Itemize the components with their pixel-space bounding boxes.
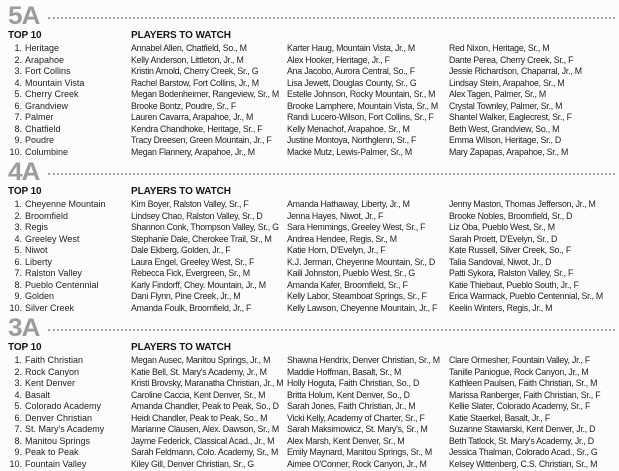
team-name: Faith Christian xyxy=(25,355,84,365)
player-item: Maddie Hoffman, Basalt, Sr., M xyxy=(287,366,402,377)
top10-list xyxy=(8,199,131,314)
player-item: Patti Sykora, Ralston Valley, Sr., F xyxy=(449,268,574,278)
player-item: Megan Flannery, Arapahoe, Jr., M xyxy=(131,146,255,157)
section-label: 3A xyxy=(8,314,40,342)
player-item: Kate Russell, Silver Creek, So., F xyxy=(449,245,572,255)
team-name: Columbine xyxy=(25,146,69,157)
player-item: Megan Bodenheimer, Rangeview, Sr., M xyxy=(131,89,279,99)
rank-number: 8. xyxy=(14,123,22,134)
player-item: Kiley Gill, Denver Christian, Sr., G xyxy=(131,458,254,469)
player-item: Sarah Maksimowicz, St. Mary's, Sr., M xyxy=(287,424,428,434)
players-column-1 xyxy=(131,30,287,158)
player-item: Vicki Kelly, Academy of Charter, Sr., F xyxy=(287,412,425,423)
rank-number: 7. xyxy=(14,424,22,434)
team-name: Mountain Vista xyxy=(25,77,85,88)
team-name: Golden xyxy=(25,291,55,301)
player-item: Shantel Walker, Eaglecrest, Sr., F xyxy=(449,112,572,122)
team-name: Liberty xyxy=(25,256,53,267)
dotted-divider xyxy=(48,173,615,175)
player-item: Macke Mutz, Lewis-Palmer, Sr., M xyxy=(287,146,412,157)
rank-number: 1. xyxy=(14,355,22,365)
player-item: Katie Bell, St. Mary's Academy, Jr., M xyxy=(131,366,267,377)
player-item: Kendra Chandhoke, Heritage, Sr., F xyxy=(131,123,263,134)
player-item: Clare Ormesher, Fountain Valley, Jr., F xyxy=(449,355,590,365)
top10-item xyxy=(8,78,131,90)
player-item: Jenny Maston, Thomas Jefferson, Jr., M xyxy=(449,199,596,209)
top10-item xyxy=(8,245,131,257)
team-name: Greeley West xyxy=(25,233,80,244)
team-name: Rock Canyon xyxy=(25,366,80,377)
team-name: Cherry Creek xyxy=(25,89,79,99)
top10-item xyxy=(8,436,131,448)
player-item: Karly Findorff, Chey. Mountain, Jr., M xyxy=(131,279,266,290)
top10-item xyxy=(8,459,131,471)
section-columns xyxy=(8,186,617,314)
team-name: Colorado Academy xyxy=(25,401,102,411)
player-item: Kelsey Wittenberg, C.S. Christian, Sr., M xyxy=(449,458,598,469)
team-name: Broomfield xyxy=(25,210,69,221)
rank-number: 4. xyxy=(14,389,22,400)
team-name: Cheyenne Mountain xyxy=(25,199,106,209)
section-label: 4A xyxy=(8,158,40,186)
rank-number: 9. xyxy=(14,447,22,457)
team-name: Palmer xyxy=(25,112,54,122)
player-item: Jenna Hayes, Niwot, Jr., F xyxy=(287,210,384,221)
dotted-divider xyxy=(48,17,615,19)
team-name: Manitou Springs xyxy=(25,435,91,446)
player-item: Karter Haug, Mountain Vista, Jr., M xyxy=(287,43,415,53)
player-item: Lauren Cavarra, Arapahoe, Jr., M xyxy=(131,112,254,122)
player-list xyxy=(287,43,449,158)
players-column-1 xyxy=(131,186,287,314)
player-item: Jayme Federick, Classical Acad., Jr., M xyxy=(131,435,275,446)
player-item: Brooke Nobles, Broomfield, Sr., D xyxy=(449,210,573,221)
top10-column xyxy=(8,186,131,314)
player-list xyxy=(131,43,287,158)
player-item: Emily Maynard, Manitou Springs, Sr., M xyxy=(287,447,432,457)
player-list xyxy=(449,43,617,158)
player-item: Dale Ekberg, Golden, Jr., F xyxy=(131,245,231,255)
team-name: Heritage xyxy=(25,43,60,53)
player-item: Ana Jacobo, Aurora Central, So., F xyxy=(287,66,415,76)
top10-item xyxy=(8,147,131,159)
player-item: Kristin Arnold, Cherry Creek, Sr., G xyxy=(131,66,259,76)
player-item: Caroline Caccia, Kent Denver, Sr., M xyxy=(131,389,266,400)
top10-item xyxy=(8,378,131,390)
rank-number: 3. xyxy=(14,378,22,388)
player-item: Holly Hoguta, Faith Christian, So., D xyxy=(287,378,420,388)
player-item: Katie Horn, D'Evelyn, Jr., F xyxy=(287,245,386,255)
rank-number: 3. xyxy=(14,222,22,232)
player-item: K.J. Jerman, Cheyenne Mountain, Sr., D xyxy=(287,256,435,267)
player-item: Dani Flynn, Pine Creek, Jr., M xyxy=(131,291,241,301)
top10-item xyxy=(8,447,131,459)
player-item: Alex Marsh, Kent Denver, Sr., M xyxy=(287,435,405,446)
top10-item xyxy=(8,199,131,211)
rank-number: 10. xyxy=(9,458,22,469)
rank-number: 4. xyxy=(14,77,22,88)
player-item: Liz Oba, Pueblo West, Sr., M xyxy=(449,222,555,232)
player-item: Rebecca Fick, Evergreen, Sr., M xyxy=(131,268,250,278)
top10-item xyxy=(8,101,131,113)
player-item: Alex Tagen, Palmer, Sr., M xyxy=(449,89,546,99)
team-name: Peak to Peak xyxy=(25,447,79,457)
rank-number: 10. xyxy=(9,146,22,157)
top10-item xyxy=(8,401,131,413)
top10-item xyxy=(8,234,131,246)
players-column-3 xyxy=(449,186,617,314)
players-column-1 xyxy=(131,342,287,470)
team-name: Denver Christian xyxy=(25,412,93,423)
section-header xyxy=(8,2,617,30)
player-item: Amanda Hathaway, Liberty, Jr., M xyxy=(287,199,410,209)
top10-item xyxy=(8,355,131,367)
team-name: Silver Creek xyxy=(25,302,75,313)
player-item: Britta Holum, Kent Denver, So., D xyxy=(287,389,410,400)
players-header: PLAYERS TO WATCH xyxy=(131,342,231,353)
top10-item xyxy=(8,291,131,303)
player-item: Laura Engel, Greeley West, Sr., F xyxy=(131,256,255,267)
team-name: Kent Denver xyxy=(25,378,76,388)
top10-item xyxy=(8,424,131,436)
player-item: Sarah Jones, Faith Christian, Jr., M xyxy=(287,401,416,411)
top10-item xyxy=(8,66,131,78)
rank-number: 3. xyxy=(14,66,22,76)
player-item: Aimee O'Conner, Rock Canyon, Jr., M xyxy=(287,458,427,469)
top10-header: TOP 10 xyxy=(8,186,42,197)
top10-item xyxy=(8,222,131,234)
top10-item xyxy=(8,89,131,101)
player-item: Suzanne Stawiarski, Kent Denver, Jr., D xyxy=(449,424,596,434)
top10-item xyxy=(8,211,131,223)
player-item: Sarah Feldmann, Colo. Academy, Sr., M xyxy=(131,447,279,457)
team-name: Basalt xyxy=(25,389,51,400)
player-item: Randi Lucero-Wilson, Fort Collins, Sr., F xyxy=(287,112,434,122)
team-name: St. Mary's Academy xyxy=(25,424,105,434)
player-item: Sarah Proett, D'Evelyn, Sr., D xyxy=(449,233,558,244)
player-item: Jessica Thalman, Colorado Acad., Sr., G xyxy=(449,447,598,457)
player-list xyxy=(131,355,287,470)
player-list xyxy=(287,355,449,470)
top10-list xyxy=(8,43,131,158)
top10-item xyxy=(8,367,131,379)
player-item: Marissa Ranberger, Faith Christian, Sr., F xyxy=(449,389,601,400)
rank-number: 8. xyxy=(14,279,22,290)
team-name: Fountain Valley xyxy=(25,458,87,469)
players-column-2 xyxy=(287,30,449,158)
section-columns xyxy=(8,342,617,470)
section-3a xyxy=(8,314,617,470)
top10-item xyxy=(8,124,131,136)
top10-header: TOP 10 xyxy=(8,30,42,41)
player-item: Keelin Winters, Regis, Jr., M xyxy=(449,302,553,313)
section-label: 5A xyxy=(8,2,40,30)
player-item: Tanille Paniogue, Rock Canyon, Jr., M xyxy=(449,366,589,377)
top10-item xyxy=(8,268,131,280)
team-name: Fort Collins xyxy=(25,66,71,76)
rank-number: 7. xyxy=(14,112,22,122)
top10-item xyxy=(8,135,131,147)
team-name: Ralston Valley xyxy=(25,268,82,278)
player-item: Amanda Kafer, Broomfield, Sr., F xyxy=(287,279,408,290)
team-name: Regis xyxy=(25,222,49,232)
player-item: Estelle Johnson, Rocky Mountain, Sr., M xyxy=(287,89,436,99)
player-list xyxy=(131,199,287,314)
team-name: Chatfield xyxy=(25,123,61,134)
section-4a xyxy=(8,158,617,314)
players-header: PLAYERS TO WATCH xyxy=(131,30,231,41)
player-item: Annabel Allen, Chatfield, So., M xyxy=(131,43,247,53)
players-column-2 xyxy=(287,342,449,470)
player-item: Amanda Foulk, Broomfield, Jr., F xyxy=(131,302,252,313)
top10-item xyxy=(8,413,131,425)
player-item: Katie Thiebaut, Pueblo South, Jr., F xyxy=(449,279,579,290)
player-item: Red Nixon, Heritage, Sr., M xyxy=(449,43,550,53)
player-item: Justine Montoya, Northglenn, Sr., F xyxy=(287,135,417,145)
top10-column xyxy=(8,30,131,158)
player-item: Kim Boyer, Ralston Valley, Sr., F xyxy=(131,199,249,209)
rank-number: 7. xyxy=(14,268,22,278)
team-name: Arapahoe xyxy=(25,54,65,65)
player-item: Megan Ausec, Manitou Springs, Jr., M xyxy=(131,355,271,365)
rank-number: 10. xyxy=(9,302,22,313)
player-item: Jessie Richardson, Chaparral, Jr., M xyxy=(449,66,582,76)
player-item: Erica Warmack, Pueblo Centennial, Sr., M xyxy=(449,291,603,301)
rank-number: 2. xyxy=(14,210,22,221)
top10-item xyxy=(8,257,131,269)
section-header xyxy=(8,314,617,342)
player-item: Dante Perea, Cherry Creek, Sr., F xyxy=(449,54,574,65)
rank-number: 1. xyxy=(14,43,22,53)
player-item: Marianne Clausen, Alex. Dawson, Sr., M xyxy=(131,424,279,434)
player-item: Kelly Labor, Steamboat Springs, Sr., F xyxy=(287,291,427,301)
rank-number: 6. xyxy=(14,412,22,423)
player-item: Tracy Dreesen, Green Mountain, Jr., F xyxy=(131,135,272,145)
players-header: PLAYERS TO WATCH xyxy=(131,186,231,197)
player-item: Emma Wilson, Heritage, Sr., D xyxy=(449,135,562,145)
top10-item xyxy=(8,280,131,292)
player-item: Lindsay Stein, Arapahoe, Sr., M xyxy=(449,77,565,88)
top10-list xyxy=(8,355,131,470)
player-item: Rachel Barstow, Fort Collins, Jr., M xyxy=(131,77,259,88)
section-header xyxy=(8,158,617,186)
player-item: Heidi Chandler, Peak to Peak, So., M xyxy=(131,412,268,423)
rank-number: 5. xyxy=(14,89,22,99)
rank-number: 2. xyxy=(14,54,22,65)
player-item: Shawna Hendrix, Denver Christian, Sr., M xyxy=(287,355,440,365)
rank-number: 5. xyxy=(14,245,22,255)
section-5a xyxy=(8,2,617,158)
player-item: Amanda Chandler, Peak to Peak, So., D xyxy=(131,401,279,411)
player-item: Lisa Jewett, Douglas County, Sr., G xyxy=(287,77,417,88)
rank-number: 5. xyxy=(14,401,22,411)
rank-number: 6. xyxy=(14,100,22,111)
rank-number: 4. xyxy=(14,233,22,244)
player-item: Lindsey Chao, Ralston Valley, Sr., D xyxy=(131,210,263,221)
player-item: Beth West, Grandview, So., M xyxy=(449,123,560,134)
player-item: Stephanie Dale, Cherokee Trail, Sr., M xyxy=(131,233,272,244)
player-item: Talia Sandoval, Niwot, Jr., D xyxy=(449,256,552,267)
player-item: Katie Staerkel, Basalt, Jr., F xyxy=(449,412,551,423)
rank-number: 9. xyxy=(14,135,22,145)
rank-number: 2. xyxy=(14,366,22,377)
rank-number: 8. xyxy=(14,435,22,446)
player-item: Kelly Menachof, Arapahoe, Sr., M xyxy=(287,123,410,134)
player-item: Brooke Bontz, Poudre, Sr., F xyxy=(131,100,236,111)
player-item: Kellie Slater, Colorado Academy, Sr., F xyxy=(449,401,591,411)
top10-item xyxy=(8,112,131,124)
team-name: Poudre xyxy=(25,135,55,145)
rank-number: 1. xyxy=(14,199,22,209)
team-name: Niwot xyxy=(25,245,48,255)
player-item: Crystal Townley, Palmer, Sr., M xyxy=(449,100,563,111)
top10-item xyxy=(8,43,131,55)
player-list xyxy=(449,355,617,470)
section-columns xyxy=(8,30,617,158)
player-item: Kathleen Paulsen, Faith Christian, Sr., M xyxy=(449,378,598,388)
rank-number: 9. xyxy=(14,291,22,301)
player-item: Sara Hemmings, Greeley West, Sr., F xyxy=(287,222,426,232)
top10-column xyxy=(8,342,131,470)
top10-header: TOP 10 xyxy=(8,342,42,353)
players-column-3 xyxy=(449,30,617,158)
players-column-2 xyxy=(287,186,449,314)
player-item: Kaili Johnston, Pueblo West, Sr., G xyxy=(287,268,415,278)
player-item: Alex Hooker, Heritage, Jr., F xyxy=(287,54,390,65)
dotted-divider xyxy=(48,329,615,331)
player-item: Kristi Brovsky, Maranatha Christian, Jr., M xyxy=(131,378,284,388)
player-item: Kelly Anderson, Littleton, Jr., M xyxy=(131,54,244,65)
top10-item xyxy=(8,303,131,315)
rank-number: 6. xyxy=(14,256,22,267)
top10-item xyxy=(8,55,131,67)
player-item: Andrea Hendee, Regis, Sr., M xyxy=(287,233,397,244)
player-item: Shannon Conk, Thompson Valley, Sr., G xyxy=(131,222,279,232)
players-column-3 xyxy=(449,342,617,470)
player-list xyxy=(449,199,617,314)
player-item: Beth Tatlock, St. Mary's Academy, Jr., D xyxy=(449,435,594,446)
team-name: Pueblo Centennial xyxy=(25,279,99,290)
top10-item xyxy=(8,390,131,402)
player-list xyxy=(287,199,449,314)
player-item: Kelly Lawson, Cheyenne Mountain, Jr., F xyxy=(287,302,438,313)
team-name: Grandview xyxy=(25,100,69,111)
player-item: Mary Zapapas, Arapahoe, Sr., M xyxy=(449,146,569,157)
player-item: Brooke Lamphere, Mountain Vista, Sr., M xyxy=(287,100,438,111)
